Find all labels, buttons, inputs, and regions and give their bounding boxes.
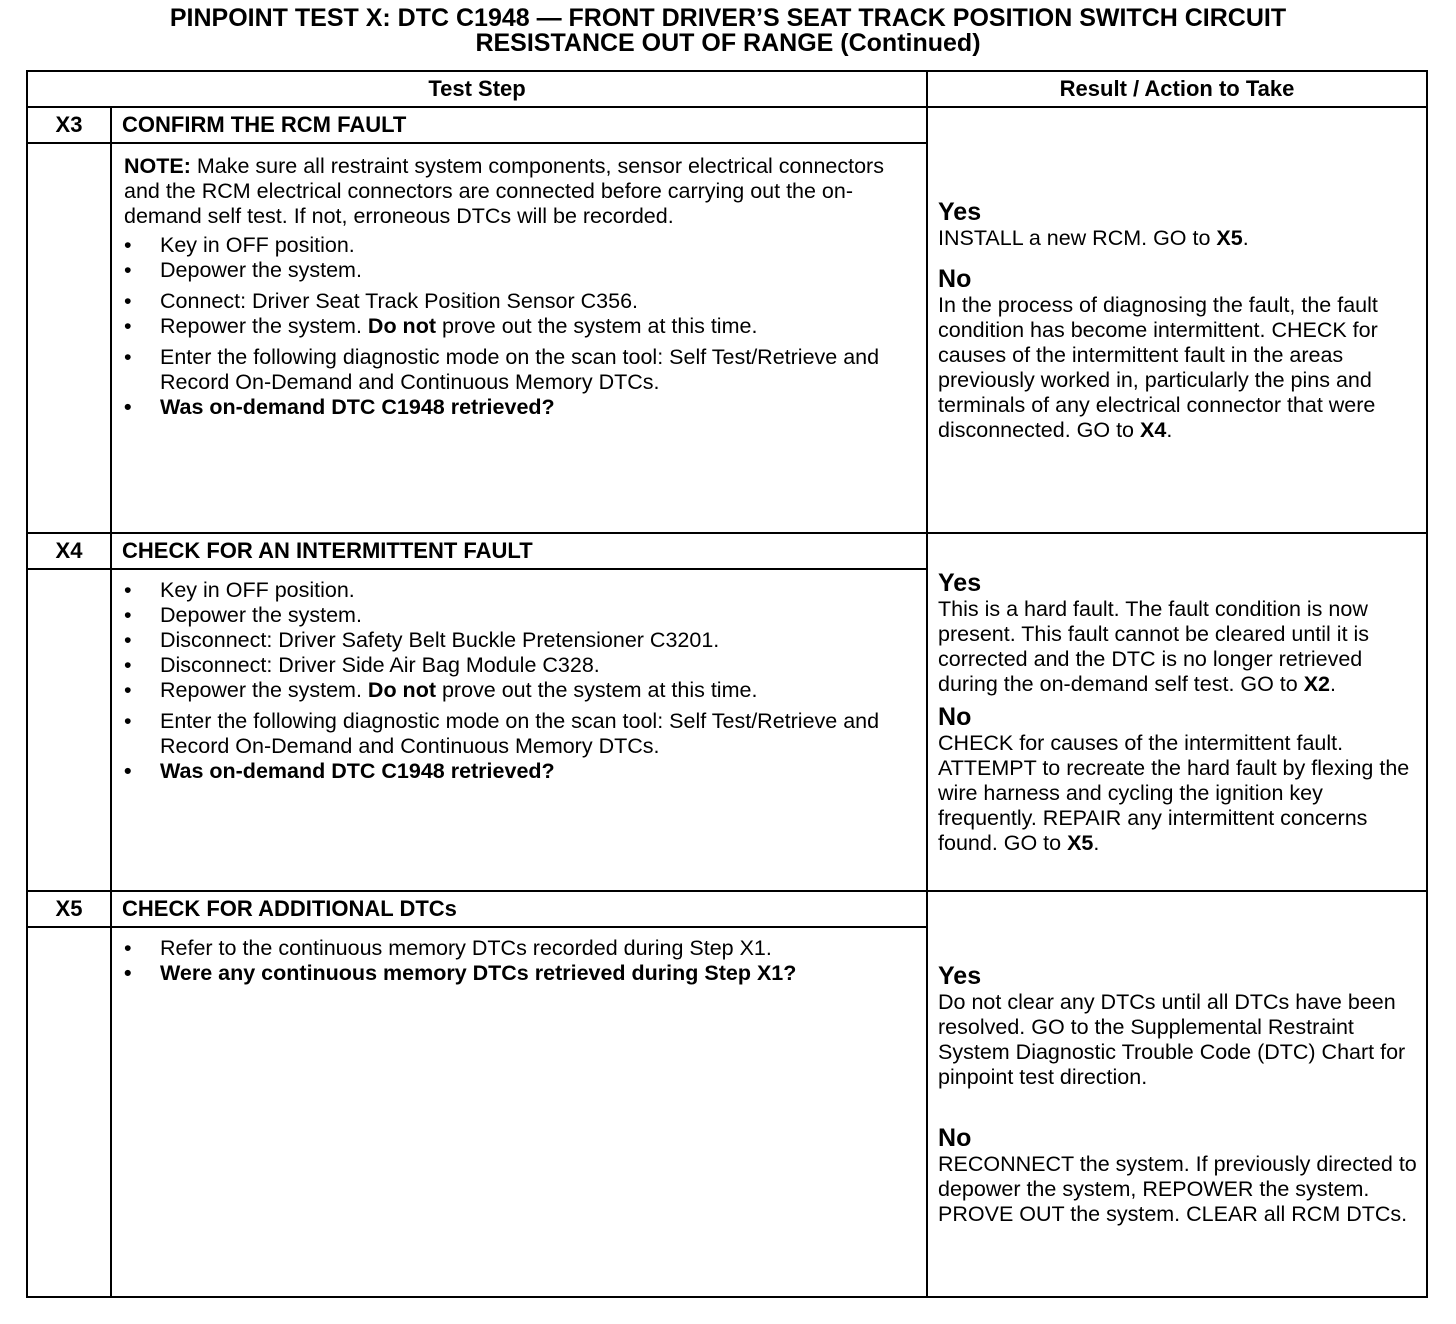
- step-x5-title-row: [27, 891, 1427, 927]
- list-item: • Enter the following diagnostic mode on the scan tool: Self Test/Retrieve and Record On-Demand and Continuous Memory DTCs.: [124, 345, 892, 395]
- step-x4-result: [927, 533, 1427, 891]
- yes-label: Yes: [938, 197, 982, 226]
- instruction-list: [124, 578, 892, 784]
- step-x3-title-row: [27, 107, 1427, 143]
- list-item: • Depower the system.: [124, 603, 892, 628]
- page-title: [0, 6, 1456, 56]
- instruction-list: [124, 936, 892, 986]
- step-number: X4: [27, 533, 111, 569]
- list-item: • Disconnect: Driver Side Air Bag Module C328.: [124, 653, 892, 678]
- pinpoint-test-table: [26, 70, 1428, 1298]
- no-label: No: [938, 264, 972, 293]
- step-x3-instructions: [111, 143, 927, 533]
- step-number: X3: [27, 107, 111, 143]
- list-item: • Connect: Driver Seat Track Position Sensor C356.: [124, 289, 892, 314]
- step-x4-title-row: [27, 533, 1427, 569]
- step-x5-result: [927, 891, 1427, 1297]
- yes-action: Do not clear any DTCs until all DTCs have been resolved. GO to the Supplemental Restraint System Diagnostic Trouble Code (DTC) Chart for pinpoint test direction.: [938, 989, 1406, 1089]
- step-x3-result: [927, 107, 1427, 533]
- list-item: • Repower the system. Do not prove out the system at this time.: [124, 314, 892, 339]
- table-header-row: [27, 71, 1427, 107]
- title-line-2: RESISTANCE OUT OF RANGE (Continued): [475, 29, 981, 57]
- list-item-question: • Was on-demand DTC C1948 retrieved?: [124, 395, 892, 420]
- yes-action: INSTALL a new RCM. GO to X5.: [938, 225, 1249, 250]
- list-item: • Enter the following diagnostic mode on the scan tool: Self Test/Retrieve and Record On-Demand and Continuous Memory DTCs.: [124, 709, 892, 759]
- list-item: • Repower the system. Do not prove out the system at this time.: [124, 678, 892, 703]
- yes-label: Yes: [938, 961, 982, 990]
- step-title: CONFIRM THE RCM FAULT: [111, 107, 927, 143]
- no-label: No: [938, 1123, 972, 1152]
- title-line-1: PINPOINT TEST X: DTC C1948 — FRONT DRIVER’S SEAT TRACK POSITION SWITCH CIRCUIT: [169, 4, 1287, 32]
- step-number: X5: [27, 891, 111, 927]
- yes-label: Yes: [938, 568, 982, 597]
- list-item: • Refer to the continuous memory DTCs recorded during Step X1.: [124, 936, 892, 961]
- list-item: • Key in OFF position.: [124, 233, 892, 258]
- step-title: CHECK FOR AN INTERMITTENT FAULT: [111, 533, 927, 569]
- step-x5-instructions: [111, 927, 927, 1297]
- list-item: • Disconnect: Driver Safety Belt Buckle Pretensioner C3201.: [124, 628, 892, 653]
- step-x4-instructions: [111, 569, 927, 891]
- list-item-question: • Was on-demand DTC C1948 retrieved?: [124, 759, 892, 784]
- test-step-header: Test Step: [27, 71, 927, 107]
- list-item: • Depower the system.: [124, 258, 892, 283]
- list-item: • Key in OFF position.: [124, 578, 892, 603]
- instruction-list: [124, 233, 892, 420]
- yes-action: This is a hard fault. The fault condition is now present. This fault cannot be cleared until it is corrected and the DTC is no longer retrieved during the on-demand self test. GO to X2.: [938, 596, 1370, 696]
- no-action: In the process of diagnosing the fault, the fault condition has become intermittent. CHECK for causes of the intermittent fault in the areas previously worked in, particularly the pins and terminals of any electrical connector that were disconnected. GO to X4.: [938, 292, 1378, 442]
- note-text: NOTE: Make sure all restraint system components, sensor electrical connectors and the RCM electrical connectors are connected before carrying out the on-demand self test. If not, erroneous DTCs will be recorded.: [124, 154, 884, 228]
- step-title: CHECK FOR ADDITIONAL DTCs: [111, 891, 927, 927]
- no-label: No: [938, 702, 972, 731]
- list-item-question: • Were any continuous memory DTCs retrieved during Step X1?: [124, 961, 892, 986]
- result-header: Result / Action to Take: [927, 71, 1427, 107]
- no-action: RECONNECT the system. If previously directed to depower the system, REPOWER the system. PROVE OUT the system. CLEAR all RCM DTCs.: [938, 1151, 1417, 1226]
- no-action: CHECK for causes of the intermittent fault. ATTEMPT to recreate the hard fault by flexing the wire harness and cycling the ignition key frequently. REPAIR any intermittent concerns found. GO to X5.: [938, 730, 1410, 855]
